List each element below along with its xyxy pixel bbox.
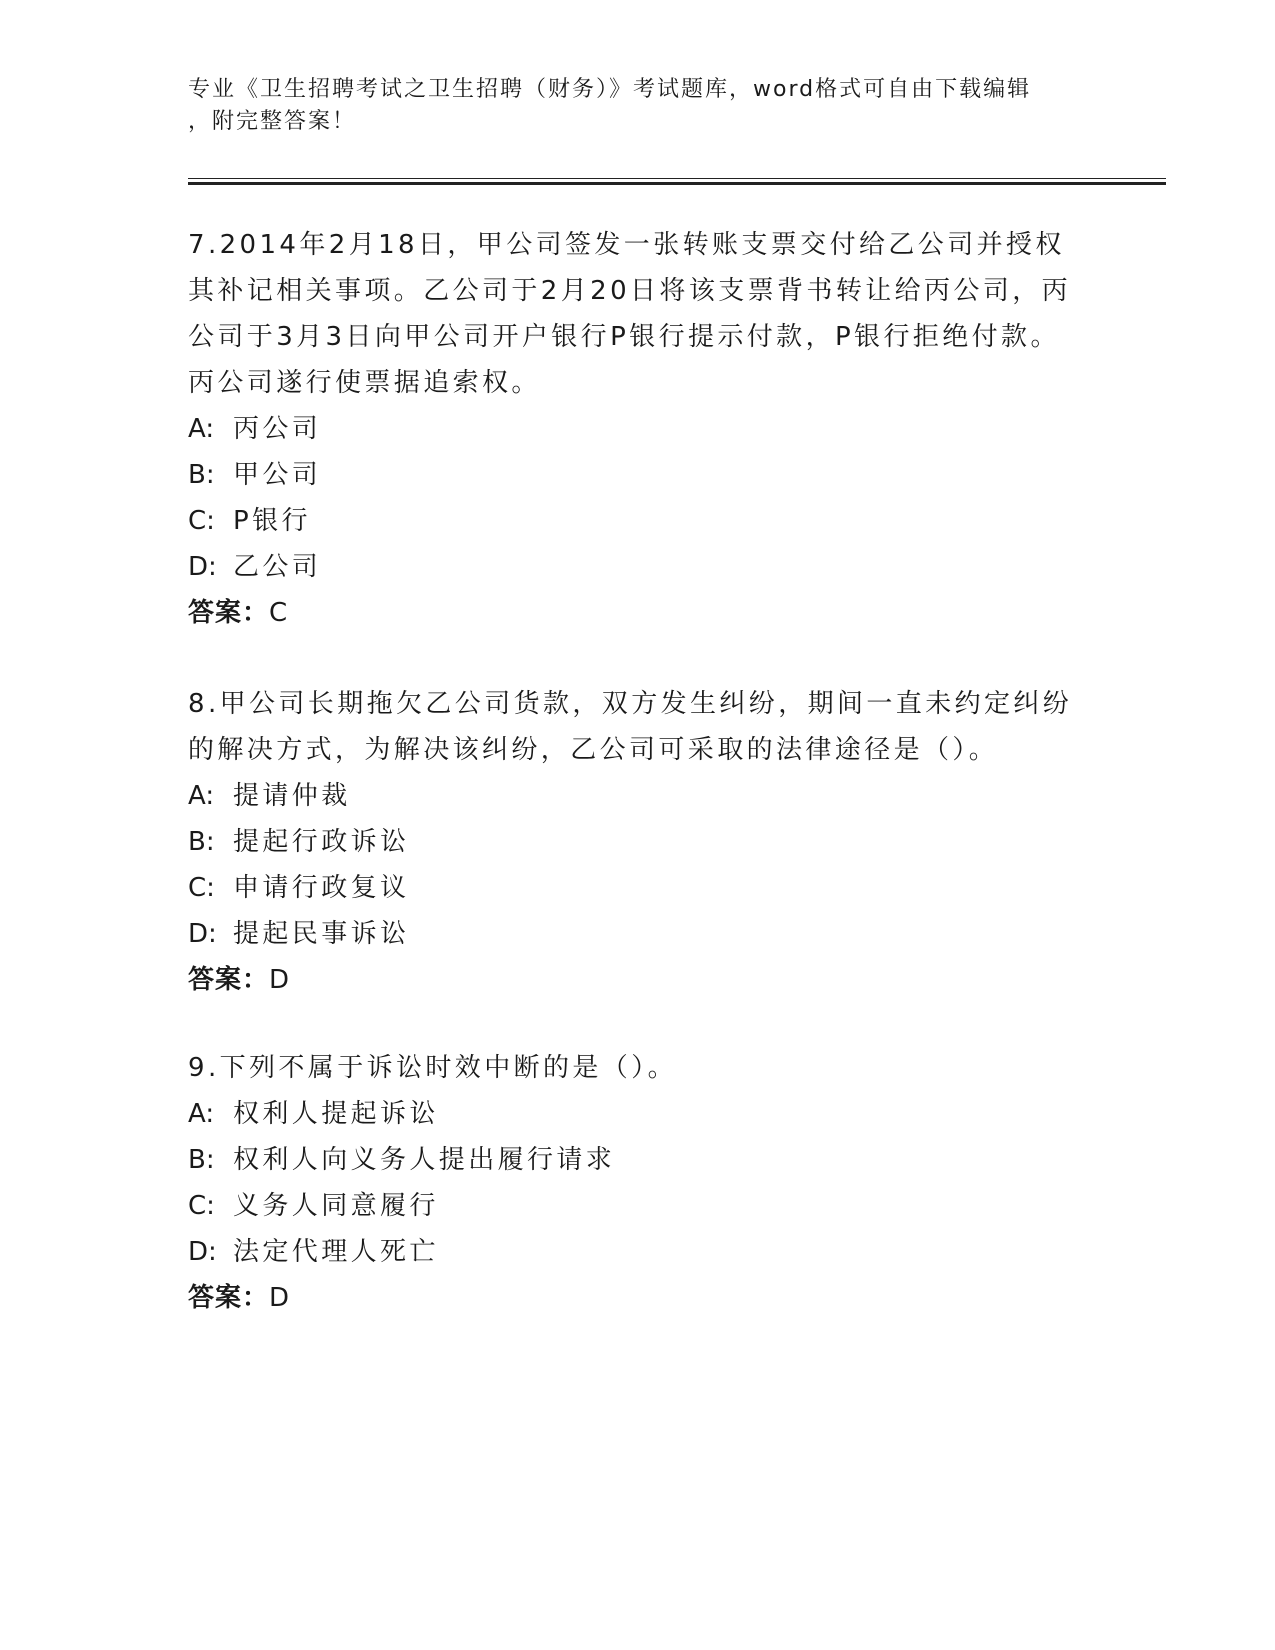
option-text: 义务人同意履行 [233,1191,439,1221]
option-c [188,865,1088,911]
question-block-9 [188,1045,1088,1321]
option-key: A: [188,781,215,811]
document-header [188,74,1068,138]
header-title-line1: 专业《卫生招聘考试之卫生招聘（财务）》考试题库，word格式可自由下载编辑 [188,77,1032,102]
option-text: 权利人向义务人提出履行请求 [233,1145,616,1175]
option-text: 丙公司 [233,414,322,444]
option-d [188,544,1088,590]
option-text: 提起行政诉讼 [233,827,410,857]
option-text: 提请仲裁 [233,781,351,811]
question-stem: 7.2014年2月18日，甲公司签发一张转账支票交付给乙公司并授权其补记相关事项。乙公司于2月20日将该支票背书转让给丙公司，丙公司于3月3日向甲公司开户银行P银行提示付款，P银行拒绝付款。丙公司遂行使票据追索权。 [188,230,1072,398]
option-key: D: [188,552,217,582]
option-d [188,911,1088,957]
option-key: A: [188,414,215,444]
answer-label: 答案： [188,598,270,628]
answer-line [188,957,1088,1003]
answer-label: 答案： [188,965,270,995]
option-d [188,1229,1088,1275]
option-key: B: [188,827,215,857]
option-c [188,498,1088,544]
answer-value: C [269,598,289,628]
header-divider-thick [188,182,1166,185]
answer-value: D [269,965,291,995]
header-divider-thin [188,178,1166,179]
option-key: A: [188,1099,215,1129]
question-stem: 8.甲公司长期拖欠乙公司货款，双方发生纠纷，期间一直未约定纠纷的解决方式，为解决该纠纷，乙公司可采取的法律途径是（）。 [188,689,1073,765]
question-block-8 [188,681,1088,1003]
option-key: B: [188,1145,215,1175]
answer-line [188,590,1088,636]
answer-line [188,1275,1088,1321]
option-key: D: [188,919,217,949]
option-text: 申请行政复议 [233,873,410,903]
option-text: 甲公司 [233,460,322,490]
header-title-line2: ，附完整答案！ [188,109,357,134]
option-text: 提起民事诉讼 [233,919,410,949]
option-key: C: [188,1191,215,1221]
option-key: C: [188,873,215,903]
answer-value: D [269,1283,291,1313]
option-a [188,406,1088,452]
option-b [188,452,1088,498]
option-key: D: [188,1237,217,1267]
answer-label: 答案： [188,1283,270,1313]
option-a [188,1091,1088,1137]
question-block-7 [188,222,1088,636]
option-key: B: [188,460,215,490]
option-text: P银行 [233,506,311,536]
option-a [188,773,1088,819]
option-b [188,1137,1088,1183]
question-stem: 9.下列不属于诉讼时效中断的是（）。 [188,1053,678,1083]
option-text: 乙公司 [233,552,322,582]
option-text: 法定代理人死亡 [233,1237,439,1267]
option-text: 权利人提起诉讼 [233,1099,439,1129]
option-c [188,1183,1088,1229]
option-key: C: [188,506,215,536]
option-b [188,819,1088,865]
